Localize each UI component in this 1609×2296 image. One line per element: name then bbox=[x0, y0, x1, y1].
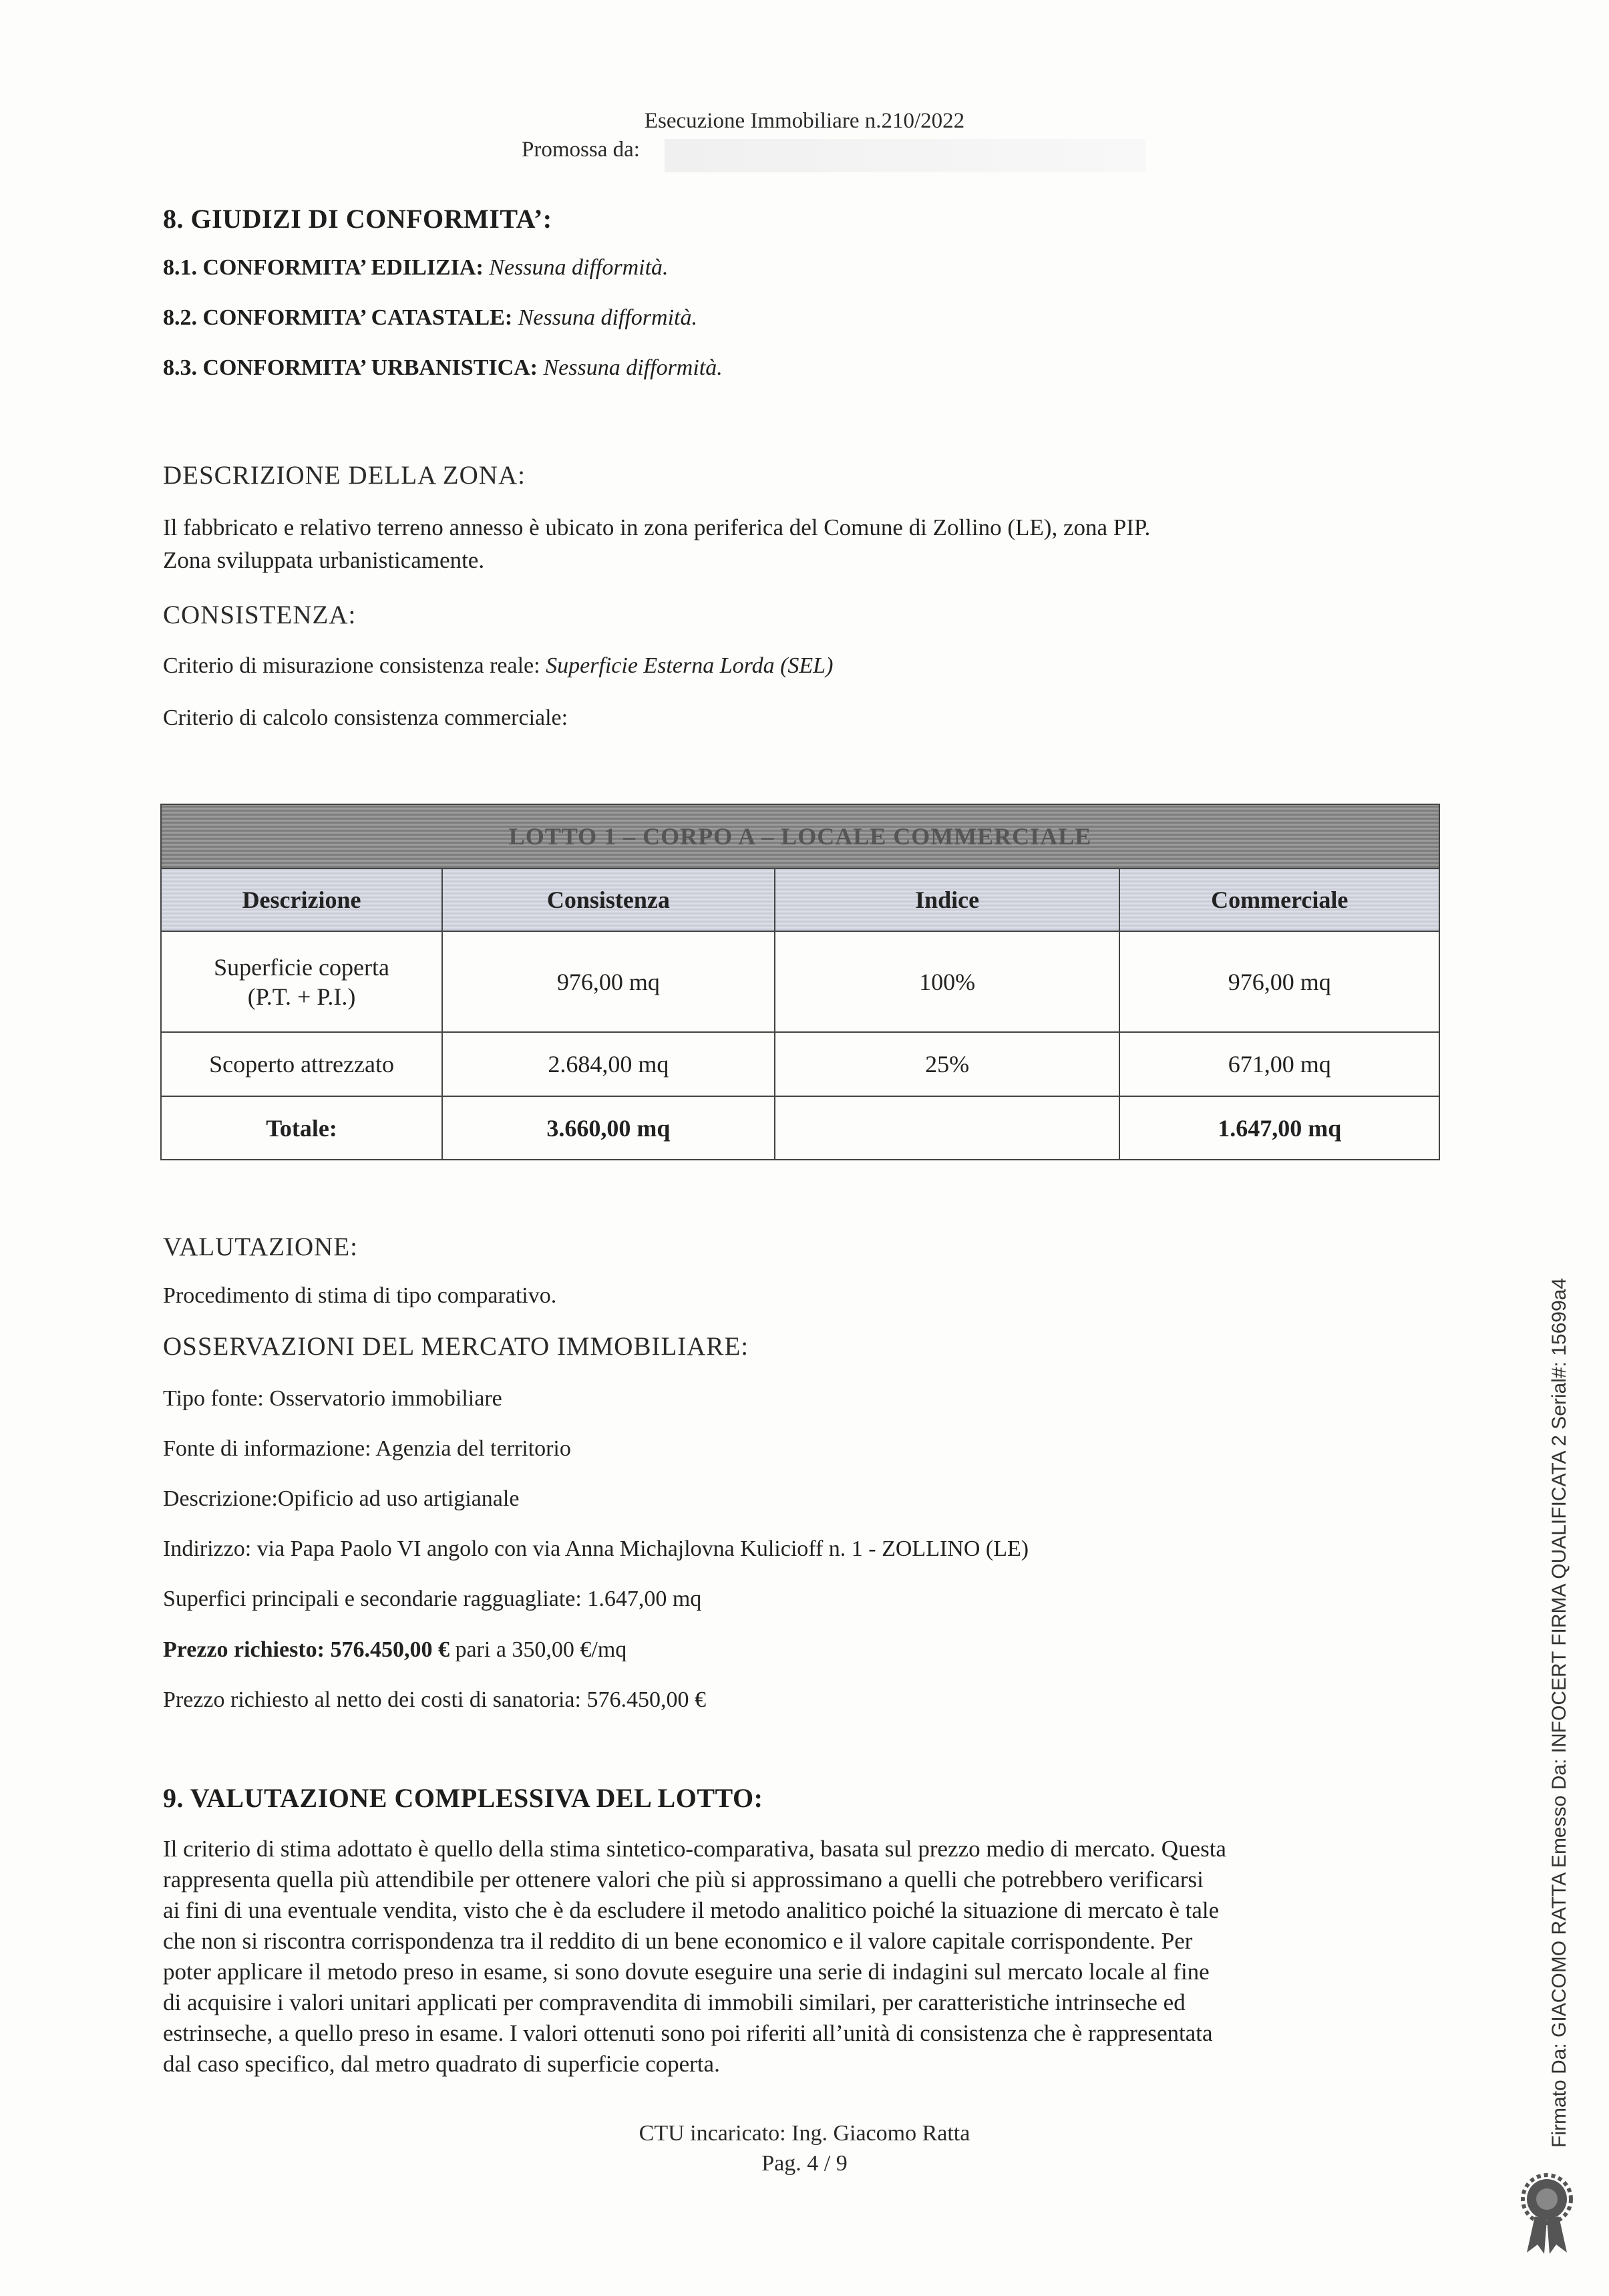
table-header-consistenza: Consistenza bbox=[442, 868, 775, 931]
document-header-promossa: Promossa da: bbox=[522, 138, 640, 162]
table-header-indice: Indice bbox=[775, 868, 1120, 931]
mercato-superfici: Superfici principali e secondarie ragguagliate: 1.647,00 mq bbox=[163, 1587, 702, 1611]
document-header-title: Esecuzione Immobiliare n.210/2022 bbox=[644, 109, 965, 133]
table-total-indice bbox=[775, 1096, 1120, 1160]
table-row bbox=[161, 1032, 1439, 1096]
table-title: LOTTO 1 – CORPO A – LOCALE COMMERCIALE bbox=[161, 804, 1439, 868]
table-header-descrizione: Descrizione bbox=[161, 868, 442, 931]
table-header-commerciale: Commerciale bbox=[1119, 868, 1439, 931]
zona-line-1: Il fabbricato e relativo terreno annesso è ubicato in zona periferica del Comune di Zollino (LE), zona PIP. bbox=[163, 514, 1151, 540]
conformita-edilizia bbox=[163, 255, 669, 281]
criterio-reale-label: Criterio di misurazione consistenza reale: bbox=[163, 653, 540, 678]
table-total-commerciale: 1.647,00 mq bbox=[1119, 1096, 1439, 1160]
conformita-catastale bbox=[163, 305, 697, 331]
section-9-line: poter applicare il metodo preso in esame, si sono dovute eseguire una serie di indagini sul mercato locale al fine bbox=[163, 1959, 1210, 1985]
conformita-urbanistica-label: 8.3. CONFORMITA’ URBANISTICA: bbox=[163, 355, 538, 380]
zona-line-2: Zona sviluppata urbanisticamente. bbox=[163, 547, 485, 573]
table-cell-commerciale: 671,00 mq bbox=[1119, 1032, 1439, 1096]
table-cell-descrizione: Scoperto attrezzato bbox=[161, 1032, 442, 1096]
table-cell-descrizione-line-2: (P.T. + P.I.) bbox=[247, 983, 356, 1010]
section-9-line: di acquisire i valori unitari applicati per compravendita di immobili similari, per caratteristiche intrinseche ed bbox=[163, 1989, 1186, 2015]
redaction-box bbox=[665, 139, 1145, 172]
mercato-prezzo-label: Prezzo richiesto: 576.450,00 € bbox=[163, 1637, 450, 1662]
criterio-reale-value: Superficie Esterna Lorda (SEL) bbox=[546, 653, 834, 678]
mercato-heading: OSSERVAZIONI DEL MERCATO IMMOBILIARE: bbox=[163, 1332, 749, 1361]
conformita-urbanistica bbox=[163, 355, 723, 381]
consistenza-table bbox=[160, 804, 1440, 1160]
table-total-consistenza: 3.660,00 mq bbox=[442, 1096, 775, 1160]
section-9-line: rappresenta quella più attendibile per ottenere valori che più si approssimano a quelli che potrebbero verificarsi bbox=[163, 1866, 1204, 1893]
mercato-prezzo-richiesto bbox=[163, 1637, 627, 1663]
conformita-edilizia-value: Nessuna difformità. bbox=[489, 255, 669, 280]
section-9-line: che non si riscontra corrispondenza tra il reddito di un bene economico e il valore capitale corrispondente. Per bbox=[163, 1928, 1193, 1954]
table-cell-consistenza: 976,00 mq bbox=[442, 931, 775, 1032]
mercato-descrizione: Descrizione:Opificio ad uso artigianale bbox=[163, 1486, 520, 1511]
conformita-catastale-value: Nessuna difformità. bbox=[518, 305, 697, 330]
section-9-paragraph bbox=[163, 1834, 1226, 2080]
valutazione-text: Procedimento di stima di tipo comparativo. bbox=[163, 1283, 557, 1308]
section-9-title: 9. VALUTAZIONE COMPLESSIVA DEL LOTTO: bbox=[163, 1783, 763, 1813]
footer-page-number: Pag. 4 / 9 bbox=[761, 2151, 848, 2176]
mercato-prezzo-rest: pari a 350,00 €/mq bbox=[449, 1637, 627, 1662]
criterio-reale bbox=[163, 653, 833, 679]
conformita-catastale-label: 8.2. CONFORMITA’ CATASTALE: bbox=[163, 305, 513, 330]
table-row bbox=[161, 931, 1439, 1032]
section-9-line: Il criterio di stima adottato è quello della stima sintetico-comparativa, basata sul prezzo medio di mercato. Questa bbox=[163, 1836, 1226, 1862]
mercato-indirizzo: Indirizzo: via Papa Paolo VI angolo con via Anna Michajlovna Kulicioff n. 1 - ZOLLINO (LE) bbox=[163, 1536, 1029, 1561]
consistenza-heading: CONSISTENZA: bbox=[163, 601, 357, 629]
section-8-title: 8. GIUDIZI DI CONFORMITA’: bbox=[163, 204, 552, 234]
conformita-edilizia-label: 8.1. CONFORMITA’ EDILIZIA: bbox=[163, 255, 484, 280]
table-cell-descrizione bbox=[161, 931, 442, 1032]
table-cell-consistenza: 2.684,00 mq bbox=[442, 1032, 775, 1096]
conformita-urbanistica-value: Nessuna difformità. bbox=[543, 355, 723, 380]
table-total-label: Totale: bbox=[161, 1096, 442, 1160]
criterio-commerciale: Criterio di calcolo consistenza commerciale: bbox=[163, 705, 568, 730]
table-cell-descrizione-line-1: Superficie coperta bbox=[214, 953, 389, 981]
table-cell-indice: 100% bbox=[775, 931, 1120, 1032]
mercato-tipo-fonte: Tipo fonte: Osservatorio immobiliare bbox=[163, 1386, 502, 1411]
mercato-fonte-informazione: Fonte di informazione: Agenzia del territorio bbox=[163, 1436, 571, 1461]
zona-heading: DESCRIZIONE DELLA ZONA: bbox=[163, 461, 526, 490]
table-cell-indice: 25% bbox=[775, 1032, 1120, 1096]
table-total-row bbox=[161, 1096, 1439, 1160]
digital-signature-text: Firmato Da: GIACOMO RATTA Emesso Da: INFOCERT FIRMA QUALIFICATA 2 Serial#: 15699a4 bbox=[1548, 1277, 1570, 2148]
section-9-line: ai fini di una eventuale vendita, visto che è da escludere il metodo analitico poiché la situazione di mercato è tale bbox=[163, 1897, 1220, 1923]
section-9-line: estrinseche, a quello preso in esame. I valori ottenuti sono poi riferiti all’unità di consistenza che è rappresentata bbox=[163, 2020, 1213, 2046]
table-cell-commerciale: 976,00 mq bbox=[1119, 931, 1439, 1032]
seal-icon bbox=[1515, 2170, 1579, 2257]
section-9-line: dal caso specifico, dal metro quadrato di superficie coperta. bbox=[163, 2051, 720, 2077]
valutazione-heading: VALUTAZIONE: bbox=[163, 1233, 358, 1261]
mercato-prezzo-netto: Prezzo richiesto al netto dei costi di sanatoria: 576.450,00 € bbox=[163, 1687, 706, 1712]
footer-ctu: CTU incaricato: Ing. Giacomo Ratta bbox=[639, 2121, 970, 2146]
